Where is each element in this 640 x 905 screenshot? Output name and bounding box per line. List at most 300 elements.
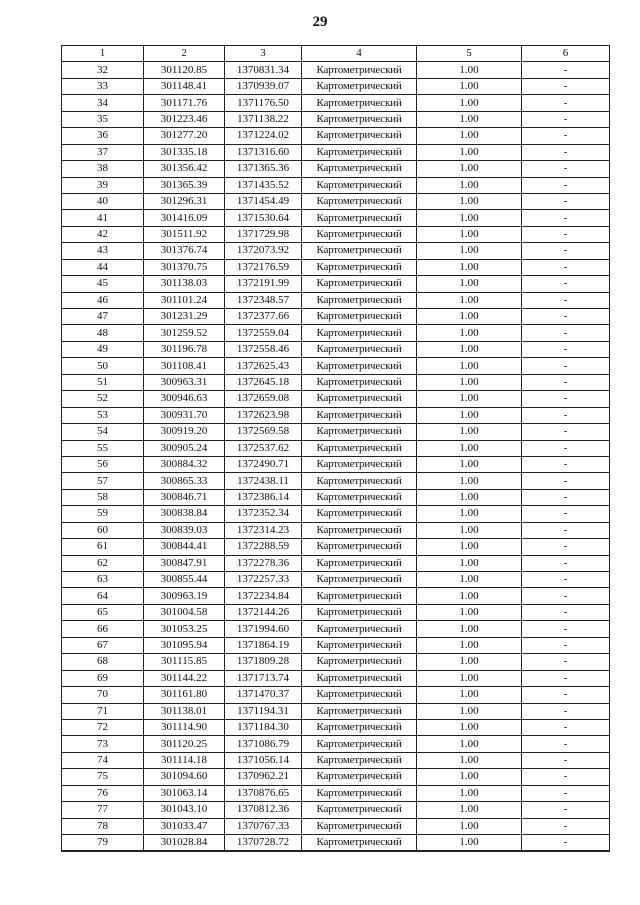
note-cell: - [522,424,610,440]
point-number-cell: 40 [62,193,144,209]
method-cell: Картометрический [302,226,417,242]
precision-cell: 1.00 [417,572,522,588]
table-row [62,276,610,292]
table-row [62,62,610,78]
x-coordinate-cell: 300905.24 [144,440,225,456]
x-coordinate-cell: 301356.42 [144,161,225,177]
method-cell: Картометрический [302,358,417,374]
table-row [62,835,610,852]
table-row [62,588,610,604]
point-number-cell: 61 [62,539,144,555]
method-cell: Картометрический [302,243,417,259]
x-coordinate-cell: 301370.75 [144,259,225,275]
x-coordinate-cell: 301033.47 [144,818,225,834]
precision-cell: 1.00 [417,752,522,768]
table-row [62,604,610,620]
y-coordinate-cell: 1371729.98 [225,226,302,242]
method-cell: Картометрический [302,276,417,292]
table-row [62,522,610,538]
precision-cell: 1.00 [417,604,522,620]
precision-cell: 1.00 [417,226,522,242]
x-coordinate-cell: 301259.52 [144,325,225,341]
precision-cell: 1.00 [417,802,522,818]
precision-cell: 1.00 [417,144,522,160]
x-coordinate-cell: 300838.84 [144,506,225,522]
point-number-cell: 57 [62,473,144,489]
precision-cell: 1.00 [417,473,522,489]
method-cell: Картометрический [302,144,417,160]
note-cell: - [522,506,610,522]
note-cell: - [522,243,610,259]
y-coordinate-cell: 1372377.66 [225,309,302,325]
method-cell: Картометрический [302,424,417,440]
precision-cell: 1.00 [417,621,522,637]
table-row [62,539,610,555]
note-cell: - [522,325,610,341]
point-number-cell: 74 [62,752,144,768]
precision-cell: 1.00 [417,78,522,94]
column-header-5: 5 [417,46,522,62]
y-coordinate-cell: 1372537.62 [225,440,302,456]
note-cell: - [522,78,610,94]
point-number-cell: 34 [62,95,144,111]
table-row [62,637,610,653]
note-cell: - [522,802,610,818]
y-coordinate-cell: 1371809.28 [225,654,302,670]
point-number-cell: 67 [62,637,144,653]
point-number-cell: 42 [62,226,144,242]
method-cell: Картометрический [302,588,417,604]
y-coordinate-cell: 1372257.33 [225,572,302,588]
precision-cell: 1.00 [417,62,522,78]
point-number-cell: 68 [62,654,144,670]
method-cell: Картометрический [302,769,417,785]
point-number-cell: 59 [62,506,144,522]
note-cell: - [522,144,610,160]
table-row [62,177,610,193]
x-coordinate-cell: 301101.24 [144,292,225,308]
precision-cell: 1.00 [417,670,522,686]
precision-cell: 1.00 [417,341,522,357]
x-coordinate-cell: 301138.01 [144,703,225,719]
x-coordinate-cell: 301296.31 [144,193,225,209]
table-row [62,752,610,768]
point-number-cell: 36 [62,128,144,144]
point-number-cell: 55 [62,440,144,456]
x-coordinate-cell: 301171.76 [144,95,225,111]
note-cell: - [522,719,610,735]
x-coordinate-cell: 300846.71 [144,489,225,505]
y-coordinate-cell: 1372559.04 [225,325,302,341]
method-cell: Картометрический [302,292,417,308]
method-cell: Картометрический [302,177,417,193]
method-cell: Картометрический [302,687,417,703]
point-number-cell: 46 [62,292,144,308]
table-row [62,341,610,357]
y-coordinate-cell: 1372569.58 [225,424,302,440]
x-coordinate-cell: 301223.46 [144,111,225,127]
method-cell: Картометрический [302,654,417,670]
method-cell: Картометрический [302,309,417,325]
table-row [62,78,610,94]
method-cell: Картометрический [302,440,417,456]
precision-cell: 1.00 [417,128,522,144]
precision-cell: 1.00 [417,292,522,308]
table-row [62,358,610,374]
note-cell: - [522,752,610,768]
method-cell: Картометрический [302,374,417,390]
table-row [62,243,610,259]
method-cell: Картометрический [302,111,417,127]
method-cell: Картометрический [302,670,417,686]
precision-cell: 1.00 [417,539,522,555]
table-row [62,654,610,670]
table-row [62,456,610,472]
y-coordinate-cell: 1371316.60 [225,144,302,160]
x-coordinate-cell: 300844.41 [144,539,225,555]
x-coordinate-cell: 300963.31 [144,374,225,390]
y-coordinate-cell: 1371994.60 [225,621,302,637]
y-coordinate-cell: 1372625.43 [225,358,302,374]
method-cell: Картометрический [302,489,417,505]
point-number-cell: 73 [62,736,144,752]
point-number-cell: 78 [62,818,144,834]
table-row [62,95,610,111]
precision-cell: 1.00 [417,818,522,834]
point-number-cell: 63 [62,572,144,588]
column-header-4: 4 [302,46,417,62]
x-coordinate-cell: 300963.19 [144,588,225,604]
table-row [62,292,610,308]
x-coordinate-cell: 301114.18 [144,752,225,768]
x-coordinate-cell: 301108.41 [144,358,225,374]
table-row [62,424,610,440]
table-row [62,309,610,325]
method-cell: Картометрический [302,407,417,423]
note-cell: - [522,818,610,834]
x-coordinate-cell: 301053.25 [144,621,225,637]
note-cell: - [522,572,610,588]
note-cell: - [522,440,610,456]
y-coordinate-cell: 1372144.26 [225,604,302,620]
column-header-2: 2 [144,46,225,62]
note-cell: - [522,341,610,357]
y-coordinate-cell: 1371176.50 [225,95,302,111]
method-cell: Картометрический [302,341,417,357]
y-coordinate-cell: 1370831.34 [225,62,302,78]
y-coordinate-cell: 1372490.71 [225,456,302,472]
y-coordinate-cell: 1371365.36 [225,161,302,177]
method-cell: Картометрический [302,539,417,555]
y-coordinate-cell: 1372191.99 [225,276,302,292]
method-cell: Картометрический [302,835,417,852]
table-row [62,193,610,209]
precision-cell: 1.00 [417,161,522,177]
precision-cell: 1.00 [417,588,522,604]
point-number-cell: 77 [62,802,144,818]
y-coordinate-cell: 1371713.74 [225,670,302,686]
point-number-cell: 53 [62,407,144,423]
table-row [62,736,610,752]
point-number-cell: 35 [62,111,144,127]
x-coordinate-cell: 300847.91 [144,555,225,571]
point-number-cell: 76 [62,785,144,801]
point-number-cell: 48 [62,325,144,341]
table-row [62,144,610,160]
table-row [62,391,610,407]
precision-cell: 1.00 [417,769,522,785]
table-row [62,670,610,686]
note-cell: - [522,769,610,785]
method-cell: Картометрический [302,719,417,735]
y-coordinate-cell: 1372288.59 [225,539,302,555]
precision-cell: 1.00 [417,358,522,374]
point-number-cell: 43 [62,243,144,259]
x-coordinate-cell: 301231.29 [144,309,225,325]
method-cell: Картометрический [302,95,417,111]
header-row [62,46,610,62]
table-row [62,374,610,390]
table-row [62,506,610,522]
method-cell: Картометрический [302,473,417,489]
point-number-cell: 38 [62,161,144,177]
table-row [62,818,610,834]
method-cell: Картометрический [302,161,417,177]
y-coordinate-cell: 1370939.07 [225,78,302,94]
method-cell: Картометрический [302,210,417,226]
note-cell: - [522,539,610,555]
table-row [62,555,610,571]
x-coordinate-cell: 301161.80 [144,687,225,703]
column-header-6: 6 [522,46,610,62]
x-coordinate-cell: 301115.85 [144,654,225,670]
table-row [62,802,610,818]
point-number-cell: 54 [62,424,144,440]
table-row [62,719,610,735]
note-cell: - [522,161,610,177]
y-coordinate-cell: 1371194.31 [225,703,302,719]
point-number-cell: 58 [62,489,144,505]
note-cell: - [522,391,610,407]
note-cell: - [522,374,610,390]
note-cell: - [522,111,610,127]
y-coordinate-cell: 1372176.59 [225,259,302,275]
precision-cell: 1.00 [417,555,522,571]
y-coordinate-cell: 1372438.11 [225,473,302,489]
point-number-cell: 50 [62,358,144,374]
precision-cell: 1.00 [417,111,522,127]
table-row [62,111,610,127]
table-row [62,621,610,637]
table-row [62,687,610,703]
y-coordinate-cell: 1370876.65 [225,785,302,801]
method-cell: Картометрический [302,78,417,94]
x-coordinate-cell: 301114.90 [144,719,225,735]
method-cell: Картометрический [302,818,417,834]
precision-cell: 1.00 [417,210,522,226]
page-number: 29 [312,14,328,30]
method-cell: Картометрический [302,637,417,653]
table-row [62,473,610,489]
point-number-cell: 56 [62,456,144,472]
x-coordinate-cell: 300855.44 [144,572,225,588]
precision-cell: 1.00 [417,489,522,505]
method-cell: Картометрический [302,522,417,538]
method-cell: Картометрический [302,506,417,522]
coordinates-table [61,45,610,852]
note-cell: - [522,62,610,78]
point-number-cell: 52 [62,391,144,407]
y-coordinate-cell: 1371435.52 [225,177,302,193]
y-coordinate-cell: 1371138.22 [225,111,302,127]
y-coordinate-cell: 1371864.19 [225,637,302,653]
precision-cell: 1.00 [417,276,522,292]
point-number-cell: 41 [62,210,144,226]
y-coordinate-cell: 1372073.92 [225,243,302,259]
x-coordinate-cell: 300946.63 [144,391,225,407]
x-coordinate-cell: 301043.10 [144,802,225,818]
precision-cell: 1.00 [417,177,522,193]
table-row [62,703,610,719]
precision-cell: 1.00 [417,456,522,472]
precision-cell: 1.00 [417,506,522,522]
precision-cell: 1.00 [417,243,522,259]
point-number-cell: 51 [62,374,144,390]
method-cell: Картометрический [302,785,417,801]
method-cell: Картометрический [302,621,417,637]
point-number-cell: 62 [62,555,144,571]
method-cell: Картометрический [302,193,417,209]
note-cell: - [522,407,610,423]
table-row [62,226,610,242]
x-coordinate-cell: 301335.18 [144,144,225,160]
precision-cell: 1.00 [417,654,522,670]
table-row [62,325,610,341]
y-coordinate-cell: 1370962.21 [225,769,302,785]
y-coordinate-cell: 1371454.49 [225,193,302,209]
y-coordinate-cell: 1371184.30 [225,719,302,735]
y-coordinate-cell: 1371470.37 [225,687,302,703]
x-coordinate-cell: 301196.78 [144,341,225,357]
point-number-cell: 64 [62,588,144,604]
method-cell: Картометрический [302,456,417,472]
point-number-cell: 45 [62,276,144,292]
x-coordinate-cell: 301095.94 [144,637,225,653]
x-coordinate-cell: 301277.20 [144,128,225,144]
precision-cell: 1.00 [417,424,522,440]
note-cell: - [522,785,610,801]
table-header [62,46,610,62]
point-number-cell: 33 [62,78,144,94]
note-cell: - [522,193,610,209]
point-number-cell: 65 [62,604,144,620]
method-cell: Картометрический [302,736,417,752]
method-cell: Картометрический [302,752,417,768]
point-number-cell: 69 [62,670,144,686]
note-cell: - [522,489,610,505]
point-number-cell: 49 [62,341,144,357]
method-cell: Картометрический [302,703,417,719]
point-number-cell: 37 [62,144,144,160]
column-header-3: 3 [225,46,302,62]
precision-cell: 1.00 [417,440,522,456]
precision-cell: 1.00 [417,703,522,719]
x-coordinate-cell: 301094.60 [144,769,225,785]
x-coordinate-cell: 300919.20 [144,424,225,440]
y-coordinate-cell: 1371086.79 [225,736,302,752]
column-header-1: 1 [62,46,144,62]
y-coordinate-cell: 1372645.18 [225,374,302,390]
note-cell: - [522,654,610,670]
y-coordinate-cell: 1372348.57 [225,292,302,308]
note-cell: - [522,621,610,637]
precision-cell: 1.00 [417,309,522,325]
method-cell: Картометрический [302,604,417,620]
table-row [62,259,610,275]
method-cell: Картометрический [302,572,417,588]
point-number-cell: 79 [62,835,144,852]
note-cell: - [522,358,610,374]
y-coordinate-cell: 1372659.08 [225,391,302,407]
x-coordinate-cell: 301063.14 [144,785,225,801]
precision-cell: 1.00 [417,687,522,703]
point-number-cell: 44 [62,259,144,275]
note-cell: - [522,522,610,538]
note-cell: - [522,259,610,275]
point-number-cell: 47 [62,309,144,325]
y-coordinate-cell: 1372352.34 [225,506,302,522]
x-coordinate-cell: 300839.03 [144,522,225,538]
note-cell: - [522,604,610,620]
table-row [62,128,610,144]
x-coordinate-cell: 301365.39 [144,177,225,193]
note-cell: - [522,128,610,144]
x-coordinate-cell: 301148.41 [144,78,225,94]
y-coordinate-cell: 1372234.84 [225,588,302,604]
table-row [62,440,610,456]
y-coordinate-cell: 1371530.64 [225,210,302,226]
y-coordinate-cell: 1372558.46 [225,341,302,357]
y-coordinate-cell: 1372623.98 [225,407,302,423]
precision-cell: 1.00 [417,719,522,735]
note-cell: - [522,95,610,111]
note-cell: - [522,588,610,604]
y-coordinate-cell: 1372314.23 [225,522,302,538]
precision-cell: 1.00 [417,736,522,752]
precision-cell: 1.00 [417,407,522,423]
point-number-cell: 71 [62,703,144,719]
precision-cell: 1.00 [417,193,522,209]
note-cell: - [522,226,610,242]
x-coordinate-cell: 301138.03 [144,276,225,292]
note-cell: - [522,736,610,752]
method-cell: Картометрический [302,128,417,144]
y-coordinate-cell: 1370812.36 [225,802,302,818]
method-cell: Картометрический [302,802,417,818]
note-cell: - [522,703,610,719]
precision-cell: 1.00 [417,374,522,390]
precision-cell: 1.00 [417,391,522,407]
note-cell: - [522,637,610,653]
note-cell: - [522,276,610,292]
x-coordinate-cell: 301004.58 [144,604,225,620]
y-coordinate-cell: 1372386.14 [225,489,302,505]
table-row [62,489,610,505]
method-cell: Картометрический [302,391,417,407]
method-cell: Картометрический [302,555,417,571]
table-row [62,210,610,226]
table-row [62,785,610,801]
